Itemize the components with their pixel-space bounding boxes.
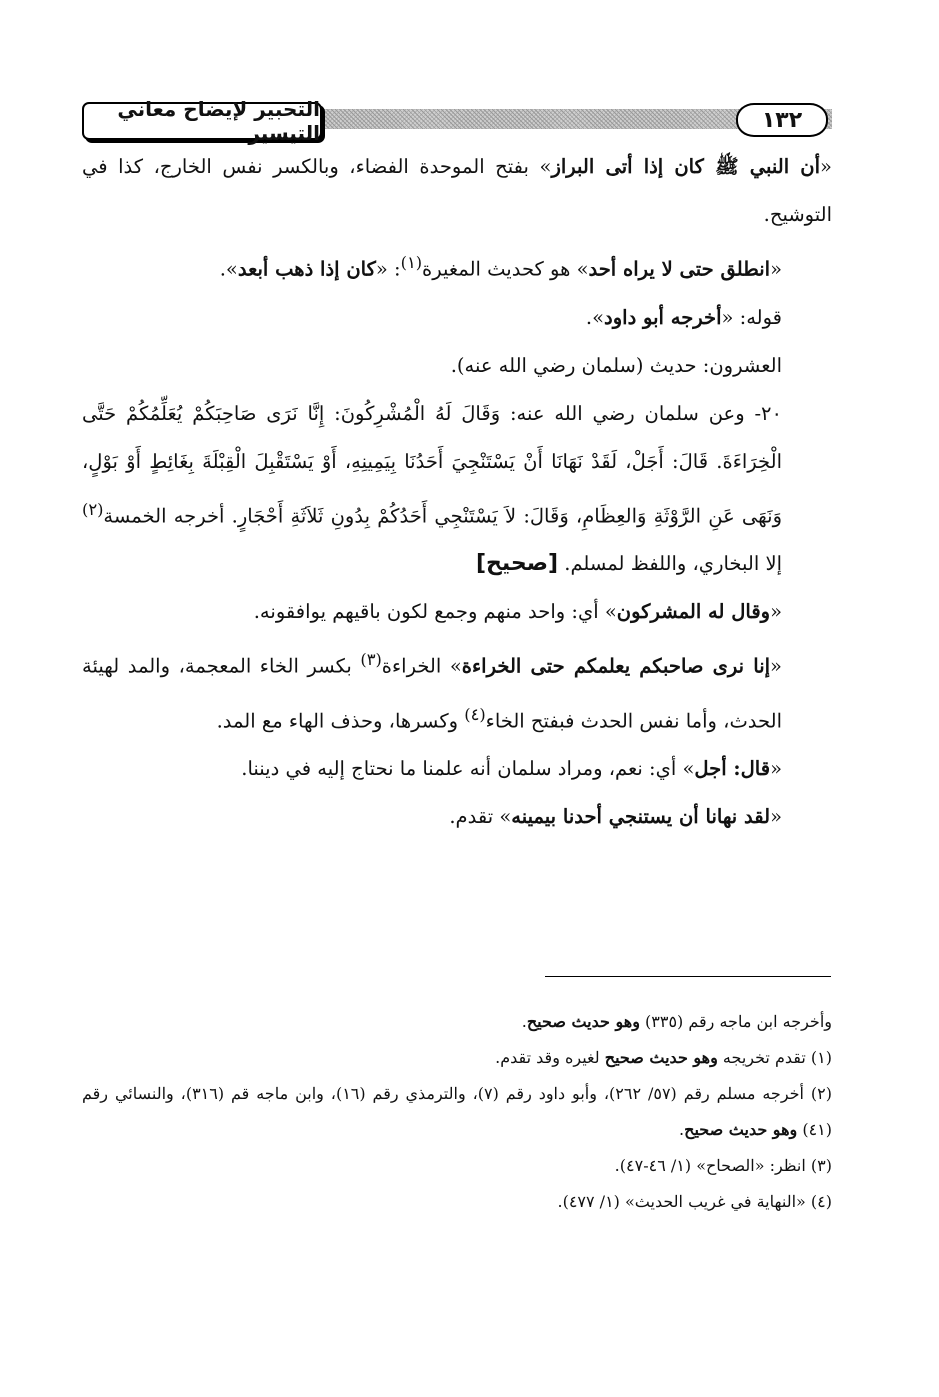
footnotes bbox=[82, 1004, 832, 1220]
footnote-ref: (٢) bbox=[82, 499, 104, 519]
main-text bbox=[82, 143, 832, 841]
paragraph-4: العشرون: حديث (سلمان رضي الله عنه). bbox=[450, 353, 782, 377]
footnote-2: (٢) أخرجه مسلم رقم (٥٧/ ٢٦٢)، وأبو داود رقم (٧)، والترمذي رقم (١٦)، وابن ماجه قم (٣١٦)، والنسائي رقم (٤١) وهو حديث صحيح. bbox=[82, 1084, 832, 1139]
book-title: التحبير لإيضاح معاني التيسير bbox=[82, 102, 322, 140]
paragraph-6: «وقال له المشركون» أي: واحد منهم وجمع لكون باقيهم يوافقونه. bbox=[253, 600, 782, 623]
running-header bbox=[82, 97, 832, 145]
footnote-3: (٣) انظر: «الصحاح» (١/ ٤٦-٤٧). bbox=[614, 1156, 832, 1175]
page-number: ١٣٢ bbox=[736, 103, 828, 137]
footnote-ref: (٤) bbox=[464, 704, 486, 724]
footnote-1: (١) تقدم تخريجه وهو حديث صحيح لغيره وقد تقدم. bbox=[495, 1048, 832, 1067]
paragraph-8: «قال: أجل» أي: نعم، ومراد سلمان أنه علمنا ما نحتاج إليه في ديننا. bbox=[241, 757, 782, 780]
footnote-separator bbox=[545, 976, 831, 977]
paragraph-2: «انطلق حتى لا يراه أحد» هو كحديث المغيرة$^{(١)}$: «كان إذا ذهب أبعد». bbox=[219, 253, 782, 281]
footnote-continuation: وأخرجه ابن ماجه رقم (٣٣٥) وهو حديث صحيح. bbox=[521, 1012, 832, 1031]
grade-badge: [صحيح] bbox=[476, 551, 559, 576]
paragraph-3: قوله: «أخرجه أبو داود». bbox=[585, 305, 782, 329]
footnote-ref: (١) bbox=[400, 253, 423, 272]
footnote-ref: (٣) bbox=[360, 650, 382, 669]
paragraph-1: «أن النبي ﷺ كان إذا أتى البراز» بفتح الموحدة الفضاء، وبالكسر نفس الخارج، كذا في التوشيح. bbox=[82, 155, 832, 226]
footnote-4: (٤) «النهاية في غريب الحديث» (١/ ٤٧٧). bbox=[557, 1192, 832, 1211]
hadith-20: ٢٠- وعن سلمان رضي الله عنه: وَقَالَ لَهُ الْمُشْرِكُونَ: إِنَّا نَرَى صَاحِبَكُمْ يُعَلِّمُكُمْ حَتَّى الْخِرَاءَةَ. قَالَ: أَجَلْ، لَقَدْ نَهَانَا أَنْ يَسْتَنْجِيَ أَحَدُنَا بِيَمِينِهِ، أَوْ يَسْتَقْبِلَ الْقِبْلَةَ بِغَائِطٍ أَوْ بَوْلٍ، وَنَهَى عَنِ الرَّوْثَةِ وَالعِظَامِ، وَقَالَ: لاَ يَسْتَنْجِي أَحَدُكُمْ بِدُونِ ثَلاَثَةِ أَحْجَارٍ. أخرجه الخمسة$^{(٢)}$ إلا البخاري، واللفظ لمسلم. [صحيح] bbox=[82, 401, 782, 576]
paragraph-9: «لقد نهانا أن يستنجي أحدنا بيمينه» تقدم. bbox=[449, 805, 782, 828]
paragraph-7: «إنا نرى صاحبكم يعلمكم حتى الخراءة» الخراءة$^{(٣)}$ بكسر الخاء المعجمة، والمد لهيئة الحدث، وأما نفس الحدث فبفتح الخاء$^{(٤)}$ وكسرها، وحذف الهاء مع المد. bbox=[82, 650, 782, 732]
